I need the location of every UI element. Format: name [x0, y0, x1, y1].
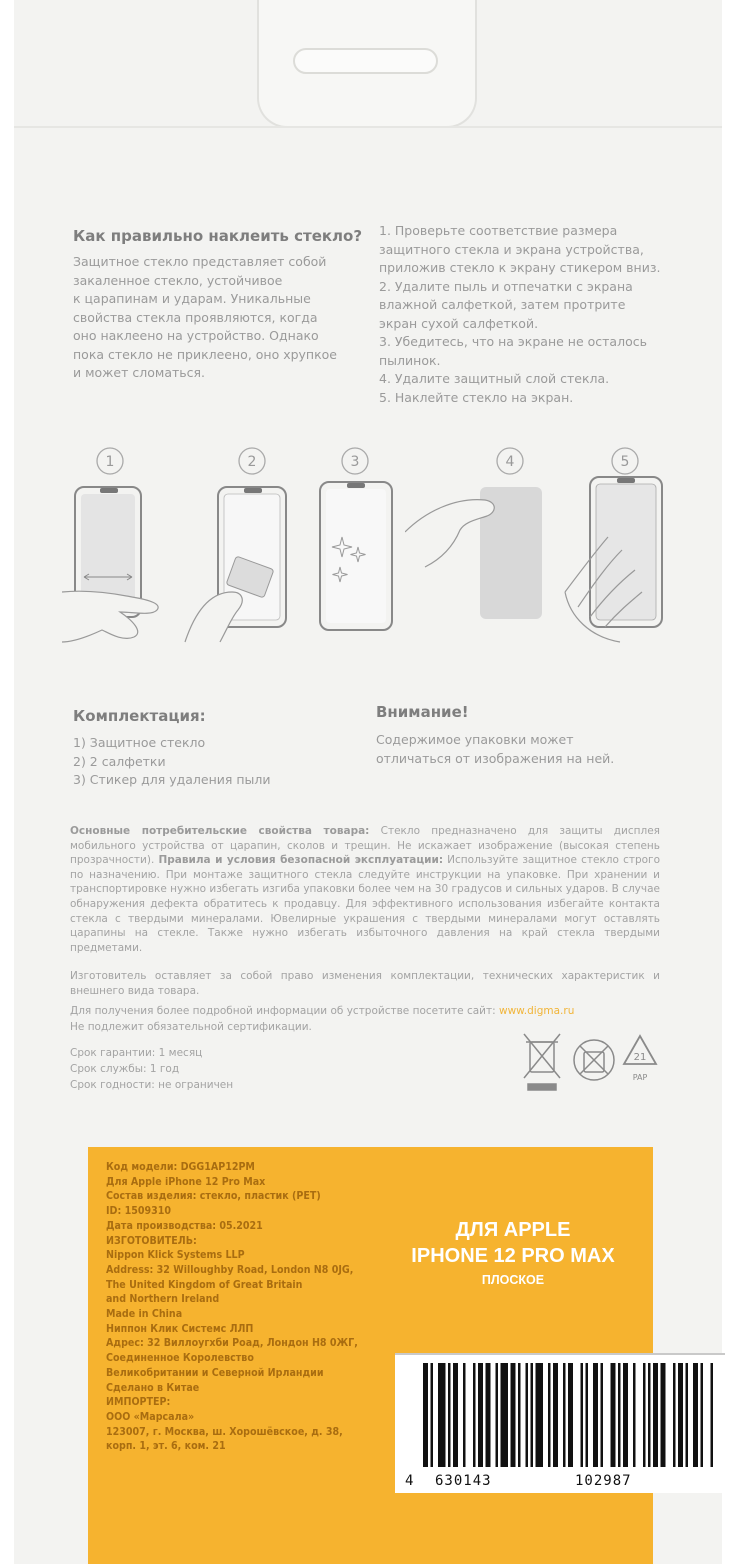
- step-number: 3: [350, 454, 360, 470]
- package-items: 1) Защитное стекло 2) 2 салфетки 3) Стикер для удаления пыли: [73, 735, 271, 787]
- more-info: [70, 1004, 660, 1019]
- barcode-bar: [611, 1363, 616, 1467]
- barcode-bar: [501, 1363, 509, 1467]
- barcode-bar: [453, 1363, 458, 1467]
- barcode-bar: [661, 1363, 666, 1467]
- attention-text: Содержимое упаковки может отличаться от изображения на ней.: [376, 732, 615, 766]
- certification-note: Не подлежит обязательной сертификации.: [70, 1021, 312, 1033]
- recycle-label: PAP: [632, 1073, 648, 1082]
- product-properties: [70, 824, 660, 955]
- service-life: Срок службы: 1 год: [70, 1063, 180, 1075]
- barcode-bar: [623, 1363, 628, 1467]
- fold-line: [14, 126, 722, 128]
- barcode-bar: [653, 1363, 658, 1467]
- label-title: ДЛЯ APPLE IPHONE 12 PRO MAX: [411, 1219, 615, 1267]
- package-heading: Комплектация:: [73, 707, 206, 725]
- step-3-illustration: [312, 442, 412, 667]
- warranty: Срок гарантии: 1 месяц: [70, 1047, 203, 1059]
- barcode: [395, 1353, 725, 1493]
- barcode-bar: [586, 1363, 589, 1467]
- step-2-illustration: [180, 442, 290, 667]
- barcode-bar: [563, 1363, 566, 1467]
- step-number: 1: [105, 454, 115, 470]
- barcode-bar: [701, 1363, 704, 1467]
- barcode-digits-left: 630143: [435, 1473, 492, 1489]
- barcode-bar: [423, 1363, 428, 1467]
- step-number: 4: [505, 454, 515, 470]
- barcode-bar: [463, 1363, 466, 1467]
- barcode-bar: [486, 1363, 491, 1467]
- disposal-icons: [520, 1028, 680, 1098]
- props-label: Основные потребительские свойства товара:: [70, 825, 370, 837]
- props-text: Стекло предназначено для защиты дисплея мобильного устройства от царапин, сколов и трещин. Не искажает изображение (высокая степень прозрачности).: [70, 825, 660, 867]
- barcode-bar: [673, 1363, 676, 1467]
- no-disposal-icon: [574, 1040, 614, 1080]
- barcode-bar: [633, 1363, 636, 1467]
- barcode-bar: [568, 1363, 573, 1467]
- barcode-digit-first: 4: [405, 1473, 415, 1489]
- step-1-illustration: [62, 442, 172, 667]
- page-edge: [722, 0, 737, 1564]
- recycling-pap-icon: [624, 1036, 656, 1082]
- site-link[interactable]: www.digma.ru: [499, 1005, 575, 1017]
- barcode-bar: [581, 1363, 584, 1467]
- rules-text: Используйте защитное стекло строго по назначению. При монтаже защитного стекла следуйте инструкции на упаковке. При хранении и транспортировке нужно избегать изгиба упаковки более чем на 30 градусов и сильных ударов. В случае обнаружения дефекта обратитесь к продавцу. Для эффективного использования избегайте контакта стекла с твердыми минералами. Ювелирные украшения с твердыми минералами могут оставлять царапины на стекле. Также нужно избегать избыточного давления на край стекла твердыми предметами.: [70, 854, 660, 954]
- barcode-bar: [593, 1363, 598, 1467]
- barcode-bar: [448, 1363, 451, 1467]
- step-number: 2: [247, 454, 257, 470]
- barcode-bar: [478, 1363, 483, 1467]
- instructions-heading: Как правильно наклеить стекло?: [73, 227, 363, 245]
- barcode-bar: [526, 1363, 529, 1467]
- more-info-text: Для получения более подробной информации об устройстве посетите сайт:: [70, 1005, 499, 1017]
- barcode-bar: [618, 1363, 621, 1467]
- barcode-bar: [686, 1363, 689, 1467]
- barcode-bar: [548, 1363, 551, 1467]
- barcode-bar: [431, 1363, 434, 1467]
- barcode-bar: [496, 1363, 499, 1467]
- barcode-bar: [678, 1363, 683, 1467]
- manufacturer-rights: Изготовитель оставляет за собой право изменения комплектации, технических характеристик и внешнего вида товара.: [70, 970, 660, 997]
- barcode-bar: [473, 1363, 476, 1467]
- barcode-bar: [511, 1363, 516, 1467]
- hanger-hole: [293, 48, 438, 74]
- instructions-intro: Защитное стекло представляет собой закаленное стекло, устойчивое к царапинам и ударам. Уникальные свойства стекла проявляются, когда оно наклеено на устройство. Однако пока стекло не приклеено, оно хрупкое и может сломаться.: [73, 254, 337, 380]
- barcode-bar: [531, 1363, 534, 1467]
- step-number: 5: [620, 454, 630, 470]
- barcode-bar: [518, 1363, 521, 1467]
- label-subtitle: ПЛОСКОЕ: [481, 1273, 545, 1287]
- barcode-bar: [711, 1363, 714, 1467]
- step-4-illustration: [405, 442, 555, 667]
- barcode-bar: [693, 1363, 698, 1467]
- barcode-bar: [553, 1363, 558, 1467]
- barcode-bar: [438, 1363, 446, 1467]
- step-5-illustration: [560, 442, 670, 667]
- barcode-bar: [643, 1363, 646, 1467]
- recycle-code: 21: [633, 1052, 647, 1063]
- shelf-life: Срок годности: не ограничен: [70, 1079, 234, 1091]
- barcode-bar: [536, 1363, 544, 1467]
- barcode-bar: [601, 1363, 604, 1467]
- barcode-bar: [648, 1363, 651, 1467]
- barcode-digits-right: 102987: [575, 1473, 632, 1489]
- instructions-steps: 1. Проверьте соответствие размера защитного стекла и экрана устройства, приложив стекло к экрану стикером вниз. 2. Удалите пыль и отпечатки с экрана влажной салфеткой, затем протрите экран сухой салфеткой. 3. Убедитесь, что на экране не осталось пылинок. 4. Удалите защитный слой стекла. 5. Наклейте стекло на экран.: [379, 223, 661, 405]
- label-info: Код модели: DGG1AP12PM Для Apple iPhone 12 Pro Max Состав изделия: стекло, пластик (PET) ID: 1509310 Дата производства: 05.2021 ИЗГОТОВИТЕЛЬ: Nippon Klick Systems LLP Address: 32 Willoughby Road, London N8 0JG, The United Kingdom of Great Britain and Northern Ireland Made in China Ниппон Клик Системс ЛЛП Адрес: 32 Виллоугхби Роад, Лондон Н8 0ЖГ, Соединенное Королевство Великобритании и Северной Ирландии Сделано в Китае ИМПОРТЕР: ООО «Марсала» 123007, г. Москва, ш. Хорошёвское, д. 38, корп. 1, эт. 6, ком. 21: [106, 1161, 358, 1453]
- attention-heading: Внимание!: [376, 703, 469, 721]
- barcode-bars: [395, 1355, 721, 1473]
- rules-label: Правила и условия безопасной эксплуатации:: [158, 854, 444, 867]
- weee-bin-icon: [524, 1034, 560, 1090]
